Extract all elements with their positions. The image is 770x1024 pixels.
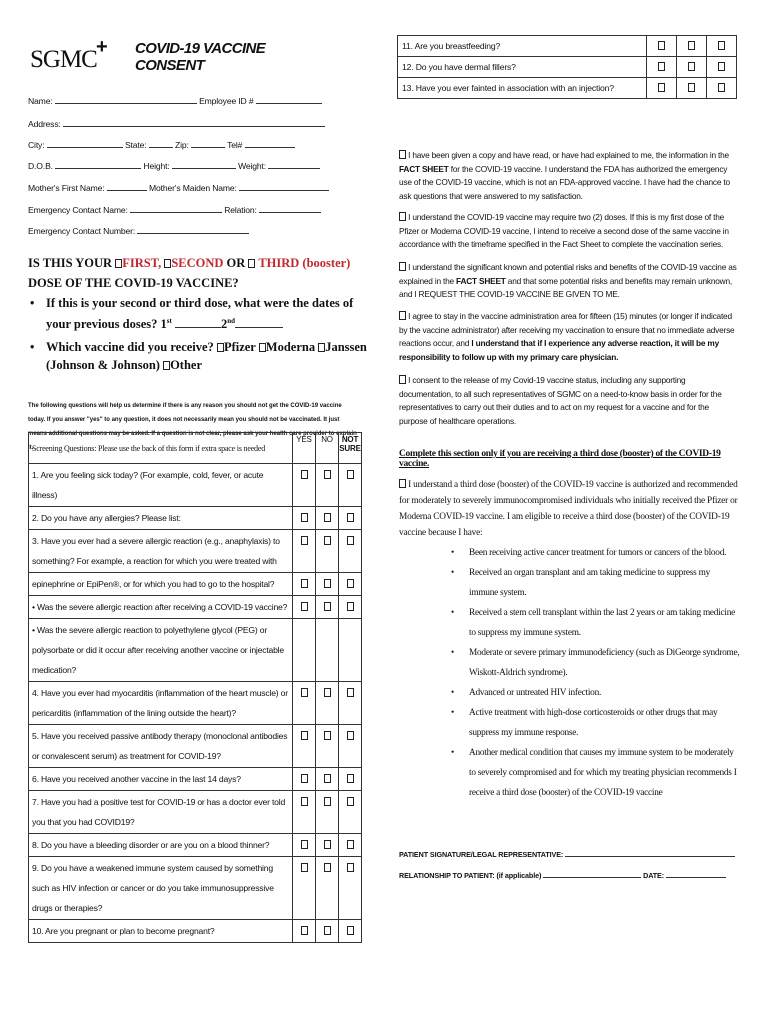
- screening-row: [29, 857, 362, 920]
- tel-label: Tel#: [227, 140, 243, 150]
- consent-2: I understand the COVID-19 vaccine may require two (2) doses. If this is my first dose of the Pfizer or Moderna COVID-19 vaccine, I intend to receive a second dose of the same vaccine in accordance with the timeframe specified in the Fact Sheet to complete the vaccination series.: [399, 212, 729, 249]
- address-label: Address:: [28, 119, 61, 129]
- consent-fact-sheet: [399, 149, 739, 203]
- consent-checkbox-2[interactable]: [399, 212, 406, 221]
- not-sure-cell: [339, 725, 362, 768]
- notice-text: The following questions will help us determine if there is any reason you should not get the COVID-19 vaccine today. If you answer "yes" to any question, it does not necessarily mean you should not be vaccinated. It just means additional questions may be asked. If a question is not clear, please ask your health care provider to explain it.: [28, 403, 357, 451]
- screening-row: [29, 530, 362, 573]
- dose-suffix: DOSE OF THE COVID-19 VACCINE?: [28, 276, 239, 290]
- date-label: DATE:: [643, 871, 665, 880]
- signature-row: [399, 850, 735, 859]
- emergency-name-field[interactable]: [130, 205, 222, 213]
- yes-checkbox[interactable]: [301, 536, 308, 545]
- not-sure-checkbox[interactable]: [347, 470, 354, 479]
- yes-cell: [293, 507, 316, 530]
- height-label: Height:: [143, 161, 170, 171]
- which-vaccine-text: Which vaccine did you receive?: [46, 340, 214, 354]
- no-checkbox[interactable]: [324, 863, 331, 872]
- other-label: Other: [170, 358, 202, 372]
- not-sure-cell: [339, 619, 362, 682]
- emergency-number-label: Emergency Contact Number:: [28, 226, 136, 236]
- no-cell: [316, 791, 339, 834]
- address-row: [28, 119, 325, 129]
- no-cell: [316, 596, 339, 619]
- name-field[interactable]: [55, 96, 197, 104]
- no-cell: [316, 682, 339, 725]
- screening-table: [28, 432, 362, 943]
- not-sure-checkbox[interactable]: [718, 41, 725, 50]
- consent-3b: FACT SHEET: [456, 275, 506, 286]
- third-dose-consent-checkbox[interactable]: [399, 479, 406, 488]
- not-sure-checkbox[interactable]: [347, 602, 354, 611]
- not-sure-checkbox[interactable]: [347, 579, 354, 588]
- not-sure-checkbox[interactable]: [347, 731, 354, 740]
- page-title: COVID-19 VACCINE CONSENT: [135, 40, 266, 74]
- screening-question: 5. Have you received passive antibody therapy (monoclonal antibodies or convalescent serum) as treatment for COVID-19?: [29, 725, 293, 768]
- johnson-label: (Johnson & Johnson): [46, 358, 160, 372]
- emergency-number-field[interactable]: [137, 226, 249, 234]
- no-checkbox[interactable]: [688, 62, 695, 71]
- name-label: Name:: [28, 96, 53, 106]
- not-sure-cell: [339, 464, 362, 507]
- mother-maiden-label: Mother's Maiden Name:: [148, 183, 237, 193]
- state-field[interactable]: [149, 140, 173, 148]
- relationship-field[interactable]: [543, 871, 641, 878]
- mother-first-field[interactable]: [107, 183, 147, 191]
- no-checkbox[interactable]: [324, 688, 331, 697]
- no-checkbox[interactable]: [324, 536, 331, 545]
- consent-1a: I have been given a copy and have read, or have had explained to me, the information in the: [408, 150, 729, 160]
- emergency-name-label: Emergency Contact Name:: [28, 205, 128, 215]
- yes-checkbox[interactable]: [658, 62, 665, 71]
- consent-3c: and that some potential risks and benefits may remain unknown, and I REQUEST THE COVID-19 VACCINE BE GIVEN TO ME.: [399, 275, 732, 299]
- dob-row: [28, 161, 320, 171]
- yes-checkbox[interactable]: [301, 840, 308, 849]
- top-questions-table: [397, 35, 737, 99]
- second-dose-date-field[interactable]: [235, 320, 283, 328]
- no-checkbox[interactable]: [324, 602, 331, 611]
- not-sure-cell: [339, 507, 362, 530]
- yes-cell: [293, 682, 316, 725]
- screening-question: 10. Are you pregnant or plan to become pregnant?: [29, 920, 293, 943]
- screening-row: [29, 596, 362, 619]
- yes-checkbox[interactable]: [301, 602, 308, 611]
- condition-item: • Been receiving active cancer treatment for tumors or cancers of the blood.: [448, 543, 740, 563]
- other-checkbox[interactable]: [163, 361, 170, 370]
- question-11: 11. Are you breastfeeding?: [398, 36, 647, 57]
- consent-checkbox-3[interactable]: [399, 262, 406, 271]
- employee-id-label: Employee ID #: [199, 96, 254, 106]
- logo-text: SGMC: [30, 46, 97, 73]
- no-cell: [316, 464, 339, 507]
- consent-checkbox-5[interactable]: [399, 375, 406, 384]
- not-sure-checkbox[interactable]: [718, 62, 725, 71]
- second-dose-label: SECOND: [171, 256, 224, 270]
- not-sure-checkbox[interactable]: [347, 840, 354, 849]
- screening-row: [29, 573, 362, 596]
- mother-maiden-field[interactable]: [239, 183, 329, 191]
- not-sure-cell: [339, 920, 362, 943]
- no-checkbox[interactable]: [324, 797, 331, 806]
- yes-cell: [293, 791, 316, 834]
- signature-label: PATIENT SIGNATURE/LEGAL REPRESENTATIVE:: [399, 850, 564, 859]
- date-field[interactable]: [666, 871, 726, 878]
- not-sure-checkbox[interactable]: [347, 513, 354, 522]
- no-checkbox[interactable]: [688, 41, 695, 50]
- not-sure-header: NOT SURE: [339, 433, 362, 464]
- third-dose-body: I understand a third dose (booster) of the COVID-19 vaccine is authorized and recommended for moderately to severely immunocompromised individuals who initially received the Pfizer or Moderna COVID-19 vaccine. I am eligible to receive a third dose (booster) of the COVID-19 vaccine because I have:: [399, 480, 738, 538]
- no-checkbox[interactable]: [324, 774, 331, 783]
- screening-row: [29, 619, 362, 682]
- screening-question: 9. Do you have a weakened immune system caused by something such as HIV infection or cancer or do you take immunosuppressive drugs or therapies?: [29, 857, 293, 920]
- not-sure-cell: [339, 857, 362, 920]
- not-sure-checkbox[interactable]: [347, 797, 354, 806]
- yes-cell: [293, 857, 316, 920]
- screening-row: [29, 920, 362, 943]
- yes-checkbox[interactable]: [301, 731, 308, 740]
- no-checkbox[interactable]: [688, 83, 695, 92]
- first-dose-date-field[interactable]: [175, 320, 221, 328]
- which-vaccine-item: • Which vaccine did you receive? Pfizer Moderna Janssen (Johnson & Johnson) Other: [30, 340, 367, 372]
- yes-checkbox[interactable]: [301, 688, 308, 697]
- address-field[interactable]: [63, 119, 325, 127]
- consent-checkbox-1[interactable]: [399, 150, 406, 159]
- state-label: State:: [124, 140, 147, 150]
- zip-label: Zip:: [175, 140, 189, 150]
- third-dose-statement: [399, 477, 739, 541]
- no-cell: [316, 530, 339, 573]
- moderna-checkbox[interactable]: [259, 343, 266, 352]
- previous-doses-text: If this is your second or third dose, what were the dates of your previous doses? 1: [46, 296, 354, 332]
- sgmc-logo: [30, 38, 110, 78]
- screening-row: [29, 834, 362, 857]
- employee-id-field[interactable]: [256, 96, 322, 104]
- yes-checkbox[interactable]: [301, 926, 308, 935]
- question-row-13: [398, 78, 737, 99]
- screening-question: 3. Have you ever had a severe allergic reaction (e.g., anaphylaxis) to something? For example, a reaction for which you were treated with: [29, 530, 293, 573]
- yes-cell: [293, 596, 316, 619]
- no-header: NO: [316, 433, 339, 464]
- question-13: 13. Have you ever fainted in association with an injection?: [398, 78, 647, 99]
- no-checkbox[interactable]: [324, 731, 331, 740]
- first-dose-label: FIRST,: [122, 256, 162, 270]
- screening-row: [29, 464, 362, 507]
- dose-prefix: IS THIS YOUR: [28, 256, 113, 270]
- not-sure-checkbox[interactable]: [347, 926, 354, 935]
- screening-row: [29, 725, 362, 768]
- height-field[interactable]: [172, 161, 236, 169]
- relation-field[interactable]: [259, 205, 321, 213]
- janssen-label: Janssen: [325, 340, 367, 354]
- pfizer-label: Pfizer: [223, 340, 256, 354]
- yes-checkbox[interactable]: [301, 470, 308, 479]
- yes-checkbox[interactable]: [301, 797, 308, 806]
- screening-header-row: [29, 433, 362, 464]
- yes-checkbox[interactable]: [301, 863, 308, 872]
- not-sure-cell: [339, 530, 362, 573]
- third-dose-label: THIRD (booster): [258, 256, 351, 270]
- yes-checkbox[interactable]: [301, 579, 308, 588]
- no-checkbox[interactable]: [324, 513, 331, 522]
- not-sure-cell: [339, 596, 362, 619]
- no-cell: [316, 619, 339, 682]
- yes-cell: [293, 619, 316, 682]
- condition-item: • Active treatment with high-dose corticosteroids or other drugs that may suppress my immune response.: [448, 703, 740, 743]
- screening-header: Screening Questions: Please use the back of this form if extra space is needed: [29, 433, 293, 464]
- not-sure-cell: [339, 834, 362, 857]
- emergency-name-row: [28, 205, 321, 215]
- yes-header: YES: [293, 433, 316, 464]
- condition-item: • Another medical condition that causes my immune system to be moderately to severely compromised and for which my treating physician recommends I receive a third dose (booster) of the COVID-19 vaccine: [448, 743, 740, 803]
- screening-question: 2. Do you have any allergies? Please list:: [29, 507, 293, 530]
- zip-field[interactable]: [191, 140, 225, 148]
- no-checkbox[interactable]: [324, 579, 331, 588]
- condition-item: • Advanced or untreated HIV infection.: [448, 683, 740, 703]
- consent-5: I consent to the release of my Covid-19 vaccine status, including any supporting documentation, to all such representatives of SGMC on a need-to-know basis in order for the representatives to carry out their duties and to act on my request for a vaccine and for the purpose of healthcare operations.: [399, 375, 722, 426]
- consent-risks: [399, 261, 739, 302]
- consent-1b: FACT SHEET: [399, 163, 449, 174]
- tel-field[interactable]: [245, 140, 295, 148]
- yes-checkbox[interactable]: [301, 513, 308, 522]
- yes-cell: [293, 920, 316, 943]
- not-sure-checkbox[interactable]: [347, 688, 354, 697]
- no-checkbox[interactable]: [324, 926, 331, 935]
- screening-question: • Was the severe allergic reaction after receiving a COVID-19 vaccine?: [29, 596, 293, 619]
- consent-4b: I understand that if I experience any adverse reaction, it will be my responsibility to follow up with my primary care physician.: [399, 338, 720, 362]
- emergency-number-row: [28, 226, 249, 236]
- no-checkbox[interactable]: [324, 470, 331, 479]
- signature-field[interactable]: [565, 850, 735, 857]
- question-12: 12. Do you have dermal fillers?: [398, 57, 647, 78]
- no-cell: [316, 725, 339, 768]
- screening-row: [29, 507, 362, 530]
- second-dose-number: 2: [220, 317, 228, 332]
- dose-or: OR: [226, 256, 246, 270]
- screening-row: [29, 768, 362, 791]
- condition-item: • Moderate or severe primary immunodeficiency (such as DiGeorge syndrome, Wiskott-Aldrich syndrome).: [448, 643, 740, 683]
- dob-field[interactable]: [55, 161, 141, 169]
- screening-row: [29, 682, 362, 725]
- yes-checkbox[interactable]: [301, 774, 308, 783]
- no-cell: [316, 920, 339, 943]
- no-cell: [316, 507, 339, 530]
- mother-first-label: Mother's First Name:: [28, 183, 105, 193]
- city-label: City:: [28, 140, 45, 150]
- weight-field[interactable]: [268, 161, 320, 169]
- screening-question: 8. Do you have a bleeding disorder or are you on a blood thinner?: [29, 834, 293, 857]
- logo-plus: +: [96, 36, 108, 58]
- yes-cell: [293, 725, 316, 768]
- question-row-11: [398, 36, 737, 57]
- pfizer-checkbox[interactable]: [217, 343, 224, 352]
- no-cell: [316, 834, 339, 857]
- screening-question: 1. Are you feeling sick today? (For example, cold, fever, or acute illness): [29, 464, 293, 507]
- screening-question: • Was the severe allergic reaction to polyethylene glycol (PEG) or polysorbate or did it occur after receiving another vaccine or injectable medication?: [29, 619, 293, 682]
- consent-3a: I understand the significant known and potential risks and benefits of the COVID-19 vaccine as explained in the: [399, 262, 737, 286]
- consent-release: [399, 374, 739, 428]
- no-cell: [316, 573, 339, 596]
- consent-1c: for the COVID-19 vaccine. I understand the FDA has authorized the emergency use of the COVID-19 vaccine, which is not an FDA-approved vaccine. I have had the chance to ask questions that were answered to my satisfaction.: [399, 163, 730, 201]
- relationship-row: [399, 871, 726, 880]
- not-sure-checkbox[interactable]: [347, 536, 354, 545]
- no-cell: [316, 768, 339, 791]
- yes-checkbox[interactable]: [658, 41, 665, 50]
- city-field[interactable]: [47, 140, 123, 148]
- not-sure-cell: [339, 682, 362, 725]
- third-dose-heading: Complete this section only if you are receiving a third dose (booster) of the COVID-19 vaccine.: [399, 449, 721, 469]
- yes-cell: [293, 530, 316, 573]
- weight-label: Weight:: [238, 161, 267, 171]
- relationship-label: RELATIONSHIP TO PATIENT: (if applicable): [399, 871, 542, 880]
- not-sure-checkbox[interactable]: [347, 863, 354, 872]
- no-cell: [316, 857, 339, 920]
- no-checkbox[interactable]: [324, 840, 331, 849]
- not-sure-cell: [339, 573, 362, 596]
- screening-question: 4. Have you ever had myocarditis (inflammation of the heart muscle) or pericarditis (inflammation of the lining outside the heart)?: [29, 682, 293, 725]
- yes-cell: [293, 464, 316, 507]
- screening-question: 7. Have you had a positive test for COVID-19 or has a doctor ever told you that you had COVID19?: [29, 791, 293, 834]
- screening-row: [29, 791, 362, 834]
- yes-cell: [293, 768, 316, 791]
- name-row: [28, 96, 322, 106]
- yes-cell: [293, 573, 316, 596]
- dose-question: [28, 253, 368, 293]
- third-dose-conditions: [448, 543, 740, 803]
- mother-row: [28, 183, 329, 193]
- not-sure-checkbox[interactable]: [347, 774, 354, 783]
- moderna-label: Moderna: [265, 340, 316, 354]
- condition-item: • Received an organ transplant and am taking medicine to suppress my immune system.: [448, 563, 740, 603]
- previous-doses-item: • If this is your second or third dose, what were the dates of your previous doses? 1st 2nd: [30, 296, 354, 332]
- city-row: [28, 140, 295, 150]
- consent-checkbox-4[interactable]: [399, 311, 406, 320]
- relation-label: Relation:: [224, 205, 257, 215]
- not-sure-cell: [339, 791, 362, 834]
- yes-cell: [293, 834, 316, 857]
- consent-4a: I agree to stay in the vaccine administration area for fifteen (15) minutes (or longer if indicated by the vaccine administrator) after receiving my vaccination to ensure that no immediate adverse reactions occur, and: [399, 311, 735, 348]
- condition-item: • Received a stem cell transplant within the last 2 years or am taking medicine to suppress my immune system.: [448, 603, 740, 643]
- second-superscript: nd: [227, 317, 235, 325]
- question-row-12: [398, 57, 737, 78]
- consent-two-doses: [399, 211, 739, 252]
- dob-label: D.O.B.: [28, 161, 53, 171]
- not-sure-checkbox[interactable]: [718, 83, 725, 92]
- first-superscript: st: [166, 317, 172, 325]
- third-dose-checkbox[interactable]: [248, 259, 255, 268]
- screening-question: 6. Have you received another vaccine in the last 14 days?: [29, 768, 293, 791]
- not-sure-cell: [339, 768, 362, 791]
- consent-observation: [399, 310, 739, 364]
- yes-checkbox[interactable]: [658, 83, 665, 92]
- screening-question: epinephrine or EpiPen®, or for which you had to go to the hospital?: [29, 573, 293, 596]
